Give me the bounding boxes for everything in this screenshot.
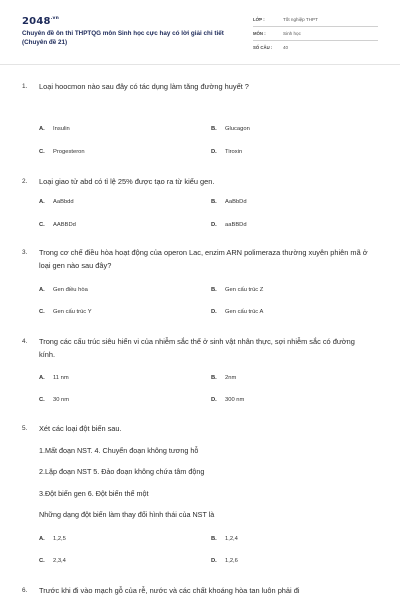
option-text: AaBbdd [53, 199, 74, 205]
site-logo[interactable] [22, 16, 59, 27]
option-letter: D. [211, 558, 217, 564]
question-text: Trong các cấu trúc siêu hiển vi của nhiễm sắc thể ở sinh vật nhân thực, sợi nhiễm sắc có đường kính. [39, 337, 355, 359]
option-letter: C. [39, 397, 45, 403]
option-letter: D. [211, 397, 217, 403]
option-c[interactable] [39, 309, 92, 315]
meta-row-class [253, 15, 378, 27]
option-b[interactable] [211, 287, 263, 293]
statement-line: 3.Đột biến gen 6. Đột biến thể một [39, 489, 149, 498]
question-text: Trong cơ chế điều hòa hoạt động của operon Lac, enzim ARN polimeraza thường xuyên phiên mã ở loại gen nào sau đây? [39, 248, 368, 270]
option-letter: A. [39, 287, 45, 293]
option-d[interactable] [211, 149, 242, 155]
statement-line: 1.Mất đoạn NST. 4. Chuyển đoạn không tương hỗ [39, 446, 199, 455]
option-letter: B. [211, 287, 217, 293]
question-text: Xét các loại đột biến sau. [39, 424, 122, 433]
option-a[interactable] [39, 375, 69, 381]
option-text: Glucagon [225, 126, 250, 132]
question-text: Trước khi đi vào mạch gỗ của rễ, nước và các chất khoáng hòa tan luôn phải đi [39, 586, 300, 595]
option-text: 2,3,4 [53, 558, 66, 564]
option-letter: B. [211, 199, 217, 205]
logo-suffix: .vn [50, 16, 60, 21]
meta-row-count [253, 43, 378, 55]
option-letter: A. [39, 199, 45, 205]
option-letter: D. [211, 149, 217, 155]
option-b[interactable] [211, 536, 238, 542]
option-a[interactable] [39, 536, 66, 542]
option-d[interactable] [211, 558, 238, 564]
option-b[interactable] [211, 126, 250, 132]
option-letter: D. [211, 222, 217, 228]
option-text: 1,2,6 [225, 558, 238, 564]
statement-line: 2.Lặp đoạn NST 5. Đảo đoạn không chứa tâm động [39, 467, 205, 476]
option-letter: C. [39, 309, 45, 315]
option-text: 30 nm [53, 397, 70, 403]
option-letter: A. [39, 536, 45, 542]
option-text: Gen cấu trúc A [225, 309, 264, 315]
option-d[interactable] [211, 222, 247, 228]
option-b[interactable] [211, 199, 247, 205]
header-divider [0, 64, 400, 65]
option-text: 1,2,5 [53, 536, 66, 542]
option-text: Insulin [53, 126, 70, 132]
option-b[interactable] [211, 375, 236, 381]
option-text: Tiroxin [225, 149, 243, 155]
option-d[interactable] [211, 309, 263, 315]
option-letter: D. [211, 309, 217, 315]
logo-text: 2048 [22, 16, 51, 27]
document-title: Chuyên đề ôn thi THPTQG môn Sinh học cực hay có lời giải chi tiết (Chuyên đề 21) [22, 30, 224, 46]
option-letter: A. [39, 375, 45, 381]
option-d[interactable] [211, 397, 244, 403]
option-c[interactable] [39, 558, 66, 564]
option-text: Progesteron [53, 149, 85, 155]
option-text: 300 nm [225, 397, 245, 403]
statement-line: Những dạng đột biến làm thay đổi hình thái của NST là [39, 510, 215, 519]
option-text: aaBBDd [225, 222, 247, 228]
question-text: Loại hoocmon nào sau đây có tác dụng làm tăng đường huyết ? [39, 82, 249, 91]
option-text: 11 nm [53, 375, 69, 381]
meta-key: LỚP : [253, 17, 265, 22]
option-c[interactable] [39, 397, 69, 403]
option-letter: B. [211, 375, 217, 381]
option-letter: C. [39, 149, 45, 155]
option-letter: B. [211, 536, 217, 542]
option-a[interactable] [39, 199, 74, 205]
question-text: Loại giao tử abd có tỉ lệ 25% được tạo ra từ kiểu gen. [39, 177, 215, 186]
option-text: 2nm [225, 375, 237, 381]
question-number: 3. [22, 249, 28, 256]
meta-value: 40 [283, 45, 289, 50]
meta-value: Tốt nghiệp THPT [283, 17, 318, 22]
question-number: 6. [22, 587, 28, 594]
option-a[interactable] [39, 126, 70, 132]
option-a[interactable] [39, 287, 88, 293]
option-c[interactable] [39, 149, 85, 155]
question-number: 4. [22, 338, 28, 345]
option-text: 1,2,4 [225, 536, 238, 542]
document-header [0, 0, 400, 62]
option-text: AaBbDd [225, 199, 247, 205]
option-letter: C. [39, 222, 45, 228]
meta-value: Sinh học [283, 31, 301, 36]
option-text: Gen cấu trúc Y [53, 309, 92, 315]
question-number: 5. [22, 425, 28, 432]
meta-key: MÔN : [253, 31, 266, 36]
option-letter: C. [39, 558, 45, 564]
option-text: AABBDd [53, 222, 76, 228]
option-text: Gen điều hòa [53, 287, 88, 293]
option-c[interactable] [39, 222, 76, 228]
option-letter: B. [211, 126, 217, 132]
meta-key: SỐ CÂU : [253, 45, 273, 50]
option-letter: A. [39, 126, 45, 132]
meta-row-subject [253, 29, 378, 41]
question-number: 2. [22, 178, 28, 185]
option-text: Gen cấu trúc Z [225, 287, 264, 293]
question-number: 1. [22, 83, 28, 90]
